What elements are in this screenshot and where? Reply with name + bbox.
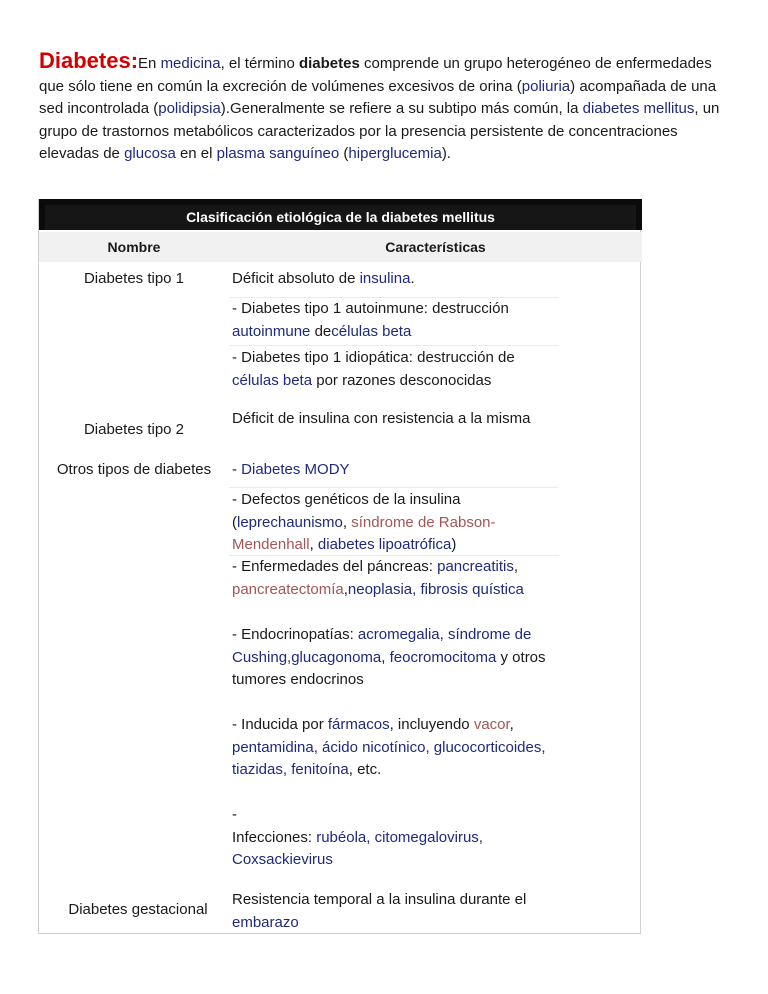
link-pancreatitis[interactable]: pancreatitis xyxy=(437,558,514,575)
cell-text: , xyxy=(381,648,390,666)
cell-text: - xyxy=(232,806,237,823)
gest-char-1 xyxy=(232,889,554,934)
link-neoplasia-fibrosis[interactable]: neoplasia, fibrosis quística xyxy=(347,580,524,598)
table-caption-bar xyxy=(39,199,642,230)
otros-char-infecciones xyxy=(232,804,554,872)
tipo2-char-1: Déficit de insulina con resistencia a la misma xyxy=(232,410,531,427)
cell-text: Déficit absoluto de xyxy=(232,270,360,287)
link-feocromocitoma[interactable]: feocromocitoma xyxy=(389,648,497,666)
cell-text: por razones desconocidas xyxy=(312,371,492,389)
intro-bold-diabetes: diabetes xyxy=(298,55,360,72)
link-diabetes-mellitus[interactable]: diabetes mellitus xyxy=(582,100,695,118)
otros-char-farmacos xyxy=(232,714,554,782)
intro-text: , el término xyxy=(220,55,299,72)
cell-text: y otros tumores endocrinos xyxy=(232,648,546,688)
row-name-tipo1: Diabetes tipo 1 xyxy=(83,270,185,287)
column-header-nombre: Nombre xyxy=(39,232,229,262)
link-farmacos-lista[interactable]: pentamidina, ácido nicotínico, glucocorticoides, tiazidas, fenitoína xyxy=(232,738,546,778)
row-name-tipo2: Diabetes tipo 2 xyxy=(83,421,185,438)
cell-text: . xyxy=(410,270,415,287)
intro-paragraph xyxy=(39,50,739,166)
link-celulas-beta-2[interactable]: células beta xyxy=(232,371,313,389)
classification-table xyxy=(38,199,641,934)
otros-char-pancreas xyxy=(232,556,554,601)
link-poliuria[interactable]: poliuria xyxy=(521,77,571,95)
intro-text: , un grupo de trastornos metabólicos caracterizados por la presencia persistente de concentraciones elevadas de xyxy=(39,100,720,163)
link-medicina[interactable]: medicina xyxy=(160,55,221,72)
cell-text: - Diabetes tipo 1 idiopática: destrucción de xyxy=(232,349,515,366)
cell-text: de xyxy=(310,322,332,340)
tipo1-char-1 xyxy=(232,268,554,291)
otros-char-endocrinopatias xyxy=(232,624,554,692)
link-diabetes-lipoatrofica[interactable]: diabetes lipoatrófica xyxy=(317,536,452,553)
intro-text: ). xyxy=(441,145,451,163)
link-autoinmune[interactable]: autoinmune xyxy=(232,322,311,340)
link-vacor[interactable]: vacor xyxy=(473,716,510,733)
cell-text: , etc. xyxy=(348,761,382,778)
cell-text: , xyxy=(342,513,352,531)
cell-text: Resistencia temporal a la insulina durante el xyxy=(232,891,527,908)
link-farmacos[interactable]: fármacos xyxy=(327,716,390,733)
link-glucosa[interactable]: glucosa xyxy=(124,145,176,163)
cell-text: - Enfermedades del páncreas: xyxy=(232,558,438,575)
link-polidipsia[interactable]: polidipsia xyxy=(158,100,221,118)
cell-text: , xyxy=(343,580,348,598)
tipo1-char-2 xyxy=(232,298,554,343)
link-celulas-beta[interactable]: células beta xyxy=(331,322,412,340)
row-name-otros: Otros tipos de diabetes xyxy=(56,461,212,478)
intro-text: En xyxy=(138,55,161,72)
cell-text: , xyxy=(509,716,514,733)
table-caption: Clasificación etiológica de la diabetes mellitus xyxy=(45,205,636,230)
cell-text: ) xyxy=(451,536,457,553)
intro-text: ( xyxy=(339,145,349,163)
cell-text: - Inducida por xyxy=(232,716,328,733)
otros-char-geneticos xyxy=(232,489,554,557)
cell-text: - Diabetes tipo 1 autoinmune: destrucción xyxy=(232,300,509,317)
link-infecciones[interactable]: rubéola, citomegalovirus, Coxsackievirus xyxy=(232,828,483,868)
cell-text: - Endocrinopatías: xyxy=(232,626,358,643)
intro-text: ) acompañada de una sed incontrolada ( xyxy=(39,77,717,118)
link-rabson-mendenhall[interactable]: síndrome de Rabson-Mendenhall xyxy=(232,513,496,553)
link-pancreatectomia[interactable]: pancreatectomía xyxy=(232,580,344,598)
intro-title: Diabetes: xyxy=(39,48,139,73)
cell-text: , incluyendo xyxy=(389,716,474,733)
row-divider xyxy=(229,487,559,488)
cell-text: - Defectos genéticos de la insulina ( xyxy=(232,491,461,531)
intro-text: ).Generalmente se refiere a su subtipo más común, la xyxy=(220,100,583,118)
tipo1-char-3 xyxy=(232,347,554,392)
link-embarazo[interactable]: embarazo xyxy=(232,913,299,931)
cell-text: - xyxy=(232,461,242,478)
link-hiperglucemia[interactable]: hiperglucemia xyxy=(348,145,442,163)
link-plasma[interactable]: plasma sanguíneo xyxy=(216,145,340,163)
cell-text: , xyxy=(513,558,519,575)
link-diabetes-mody[interactable]: Diabetes MODY xyxy=(241,461,350,478)
link-leprechaunismo[interactable]: leprechaunismo xyxy=(237,513,343,531)
otros-char-mody xyxy=(232,459,554,482)
row-divider xyxy=(229,345,559,346)
link-acromegalia-cushing[interactable]: acromegalia, síndrome de Cushing,glucagonoma xyxy=(232,626,532,666)
cell-text: Infecciones: xyxy=(232,828,317,846)
column-header-caracteristicas: Características xyxy=(229,232,642,262)
cell-text: , xyxy=(309,536,318,553)
intro-text: en el xyxy=(175,145,217,163)
row-name-gestacional: Diabetes gestacional xyxy=(68,901,208,918)
link-insulina[interactable]: insulina xyxy=(359,270,411,287)
intro-text: comprende un grupo heterogéneo de enfermedades que sólo tiene en común la excreción de volúmenes excesivos de orina ( xyxy=(39,55,712,95)
